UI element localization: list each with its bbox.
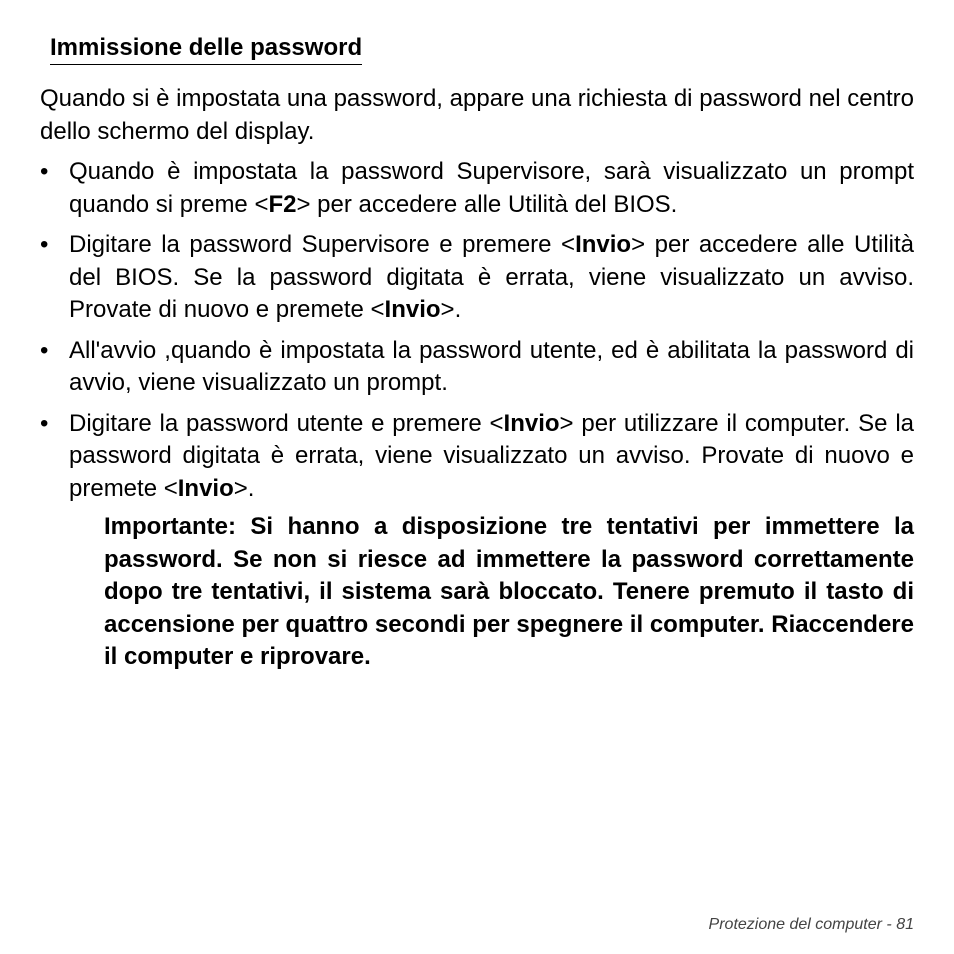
page-footer <box>709 916 914 934</box>
bullet-text-end: >. <box>233 474 255 502</box>
bullet-list <box>40 156 914 513</box>
bullet-text-pre: Quando è impostata la password Supervisore, sarà visualizzato un prompt quando si preme < <box>69 158 914 218</box>
bullet-icon: • <box>40 231 49 258</box>
list-item <box>40 156 914 221</box>
bullet-icon: • <box>40 158 49 185</box>
section-heading: Immissione delle password <box>50 32 362 65</box>
bullet-text-post: > per accedere alle Utilità del BIOS. <box>296 190 678 218</box>
bullet-icon: • <box>40 409 49 437</box>
bullet-text-pre: Digitare la password utente e premere < <box>69 409 504 437</box>
list-item <box>40 229 914 327</box>
bullet-text-pre: Digitare la password Supervisore e premere < <box>69 231 576 258</box>
key-name: F2 <box>268 190 297 218</box>
list-item <box>40 408 914 506</box>
footer-section: Protezione del computer - <box>708 916 892 933</box>
page-number: 81 <box>896 916 914 933</box>
bullet-text-post: > per utilizzare il computer. Se la password digitata è errata, viene visualizzato un avviso. Provate di nuovo e premete < <box>69 409 915 502</box>
key-name: Invio <box>575 231 632 258</box>
key-name: Invio <box>177 474 234 502</box>
bullet-text-pre: All'avvio ,quando è impostata la password utente, ed è abilitata la password di avvio, viene visualizzato un prompt. <box>69 336 914 396</box>
key-name: Invio <box>384 296 441 323</box>
bullet-icon: • <box>40 336 49 364</box>
intro-paragraph: Quando si è impostata una password, appare una richiesta di password nel centro dello schermo del display. <box>40 85 914 145</box>
list-item <box>40 335 914 400</box>
bullet-text-end: >. <box>440 296 462 323</box>
bullet-text-post: > per accedere alle Utilità del BIOS. Se la password digitata è errata, viene visualizzato un avviso. Provate di nuovo e premete < <box>69 231 914 323</box>
key-name: Invio <box>503 409 560 437</box>
important-note: Importante: Si hanno a disposizione tre tentativi per immettere la password. Se non si riesce ad immettere la password correttamente dopo tre tentativi, il sistema sarà bloccato. Tenere premuto il tasto di accensione per quattro secondi per spegnere il computer. Riaccendere il computer e riprovare. <box>104 513 914 670</box>
